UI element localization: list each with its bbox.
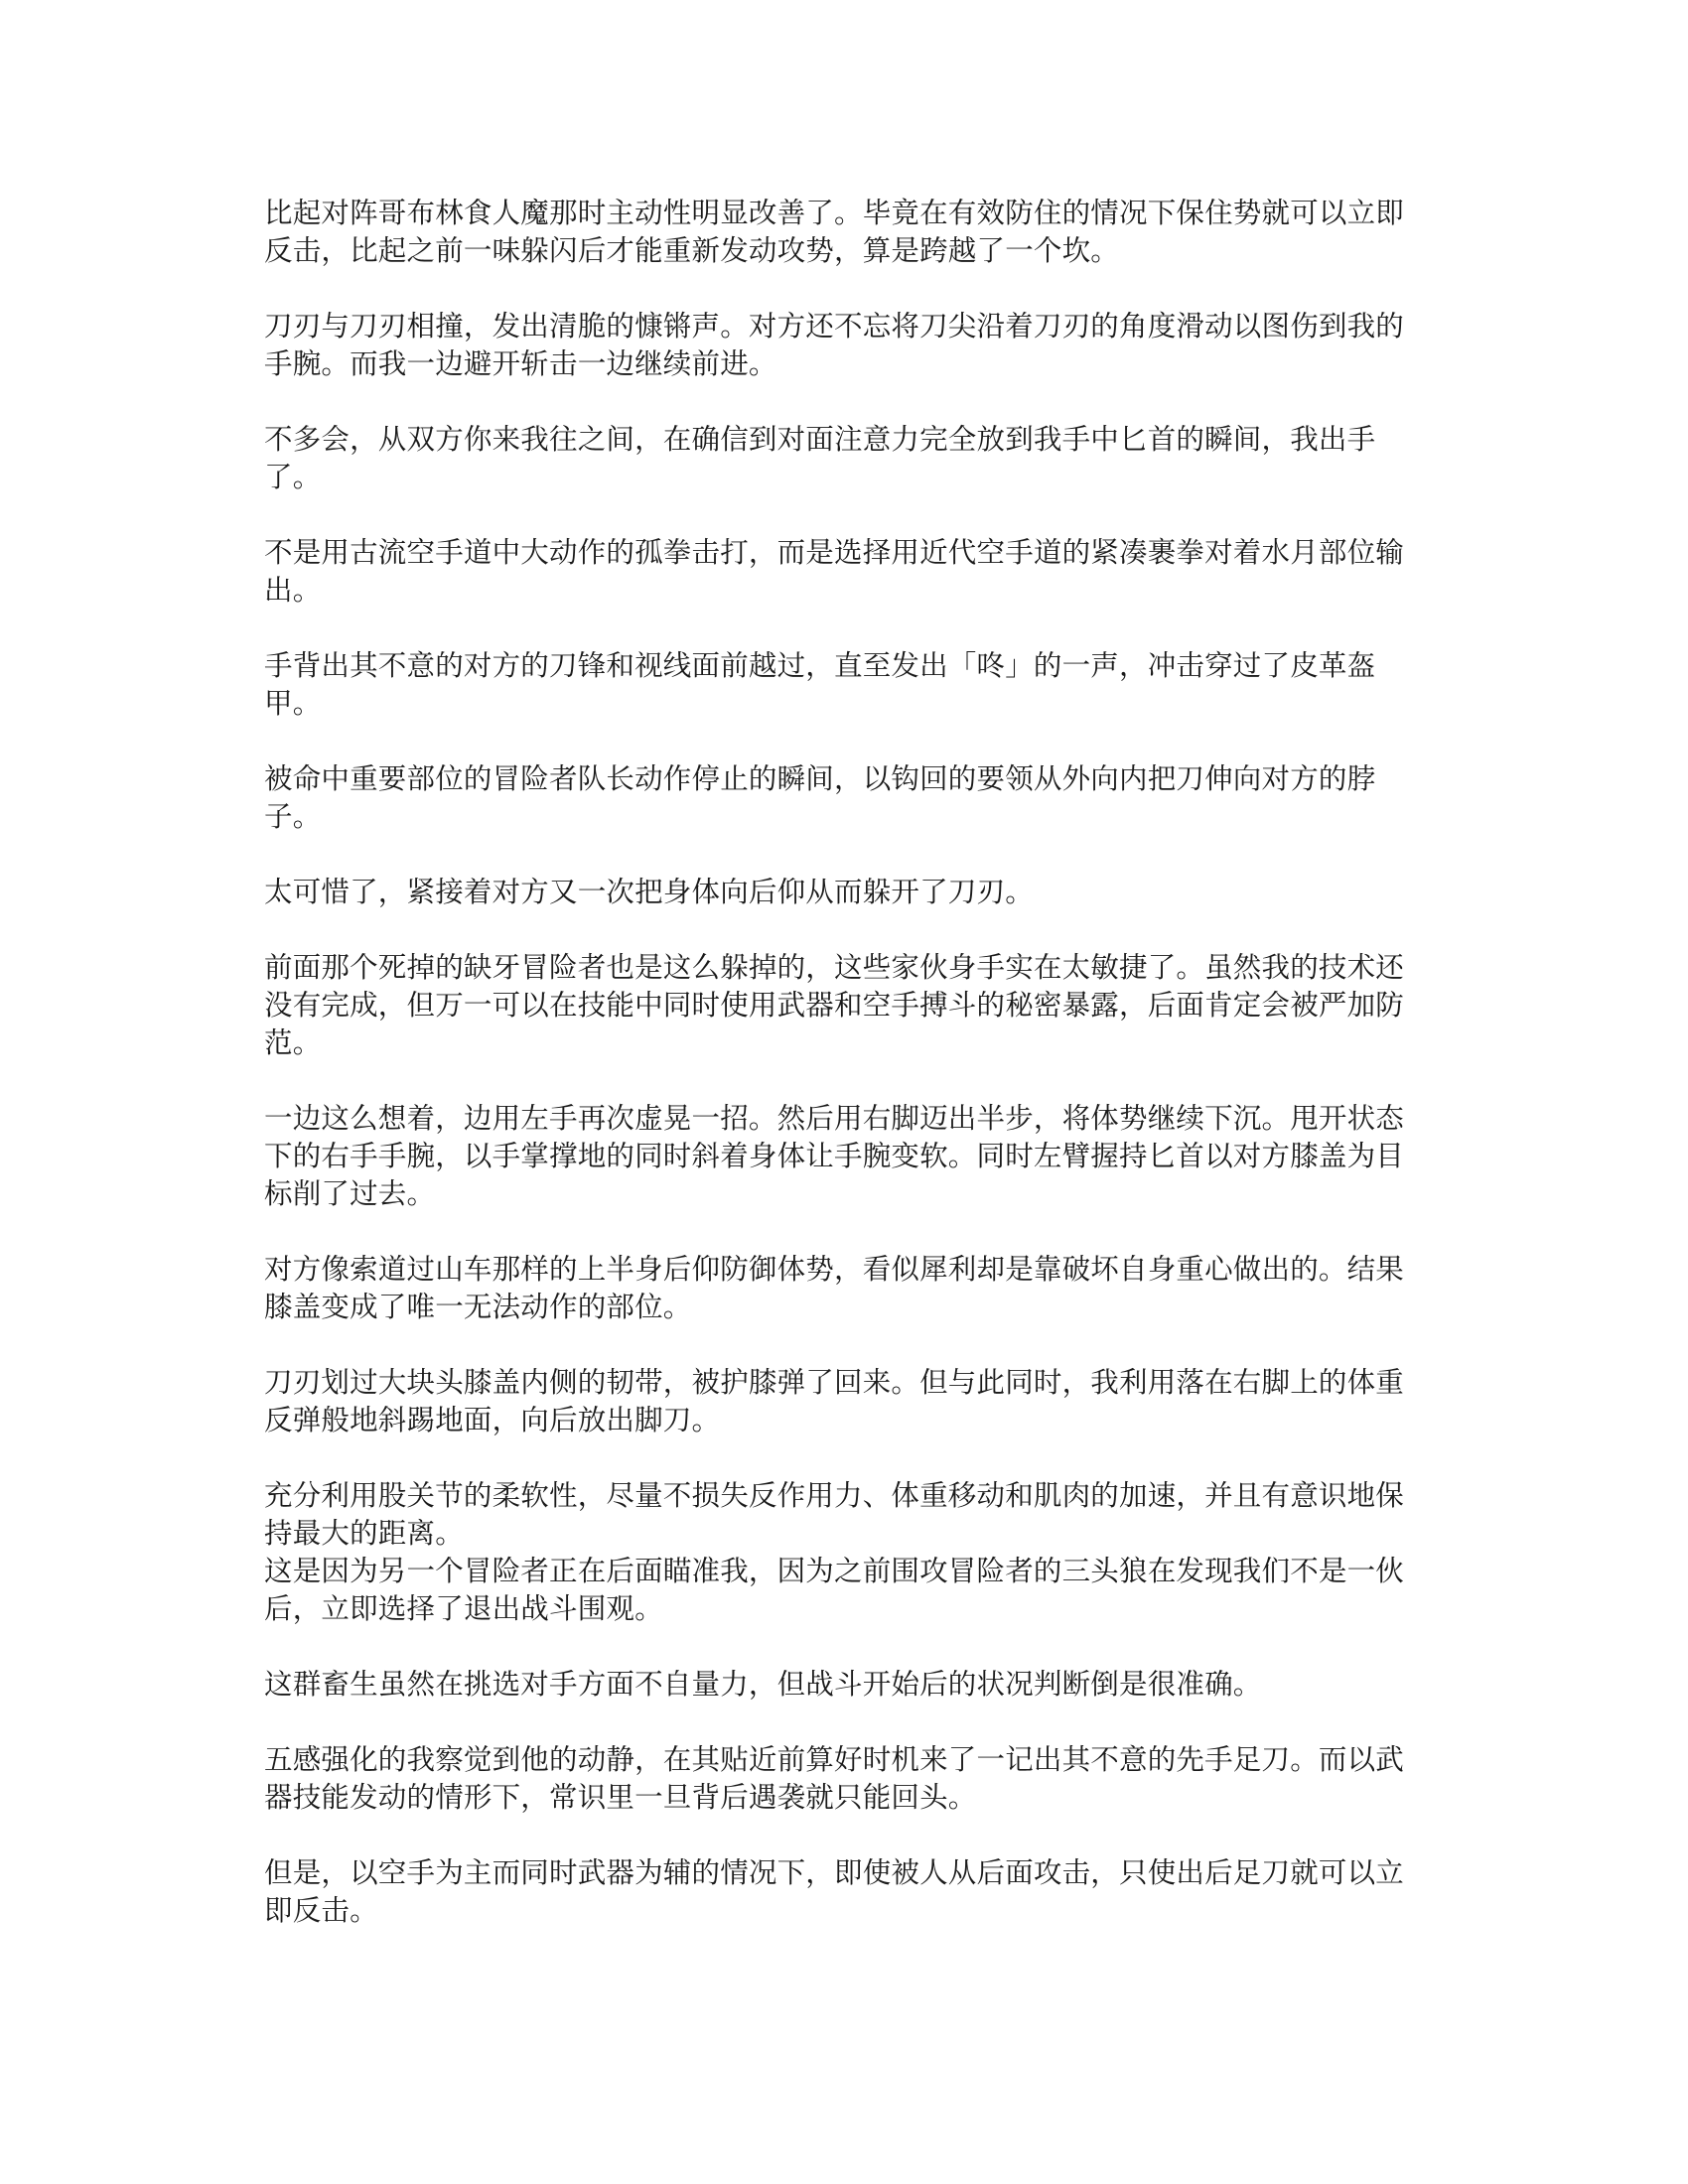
document-body [264, 195, 1426, 1968]
paragraph-1: 比起对阵哥布林食人魔那时主动性明显改善了。毕竟在有效防住的情况下保住势就可以立即反击，比起之前一味躲闪后才能重新发动攻势，算是跨越了一个坎。 [264, 197, 1405, 267]
paragraph-5: 手背出其不意的对方的刀锋和视线面前越过，直至发出「咚」的一声，冲击穿过了皮革盔甲。 [264, 649, 1376, 720]
paragraph-14: 这群畜生虽然在挑选对手方面不自量力，但战斗开始后的状况判断倒是很准确。 [264, 1668, 1262, 1701]
paragraph-8: 前面那个死掉的缺牙冒险者也是这么躲掉的，这些家伙身手实在太敏捷了。虽然我的技术还没有完成，但万一可以在技能中同时使用武器和空手搏斗的秘密暴露，后面肯定会被严加防范。 [264, 951, 1405, 1059]
paragraph-9: 一边这么想着，边用左手再次虚晃一招。然后用右脚迈出半步，将体势继续下沉。甩开状态下的右手手腕，以手掌撑地的同时斜着身体让手腕变软。同时左臂握持匕首以对方膝盖为目标削了过去。 [264, 1102, 1405, 1210]
paragraph-6: 被命中重要部位的冒险者队长动作停止的瞬间，以钩回的要领从外向内把刀伸向对方的脖子。 [264, 762, 1376, 833]
paragraph-4: 不是用古流空手道中大动作的孤拳击打，而是选择用近代空手道的紧凑裹拳对着水月部位输出。 [264, 536, 1405, 607]
paragraph-15: 五感强化的我察觉到他的动静，在其贴近前算好时机来了一记出其不意的先手足刀。而以武器技能发动的情形下，常识里一旦背后遇袭就只能回头。 [264, 1743, 1405, 1814]
paragraph-11: 刀刃划过大块头膝盖内侧的韧带，被护膝弹了回来。但与此同时，我利用落在右脚上的体重反弹般地斜踢地面，向后放出脚刀。 [264, 1366, 1405, 1436]
paragraph-3: 不多会，从双方你来我往之间，在确信到对面注意力完全放到我手中匕首的瞬间，我出手了。 [264, 423, 1376, 493]
paragraph-7: 太可惜了，紧接着对方又一次把身体向后仰从而躲开了刀刃。 [264, 876, 1034, 908]
paragraph-2: 刀刃与刀刃相撞，发出清脆的慷锵声。对方还不忘将刀尖沿着刀刃的角度滑动以图伤到我的手腕。而我一边避开斩击一边继续前进。 [264, 310, 1405, 380]
paragraph-10: 对方像索道过山车那样的上半身后仰防御体势，看似犀利却是靠破坏自身重心做出的。结果膝盖变成了唯一无法动作的部位。 [264, 1253, 1405, 1323]
paragraph-13: 这是因为另一个冒险者正在后面瞄准我，因为之前围攻冒险者的三头狼在发现我们不是一伙后，立即选择了退出战斗围观。 [264, 1555, 1405, 1625]
paragraph-16: 但是，以空手为主而同时武器为辅的情况下，即使被人从后面攻击，只使出后足刀就可以立即反击。 [264, 1856, 1405, 1927]
paragraph-12: 充分利用股关节的柔软性，尽量不损失反作用力、体重移动和肌肉的加速，并且有意识地保持最大的距离。 [264, 1479, 1405, 1550]
